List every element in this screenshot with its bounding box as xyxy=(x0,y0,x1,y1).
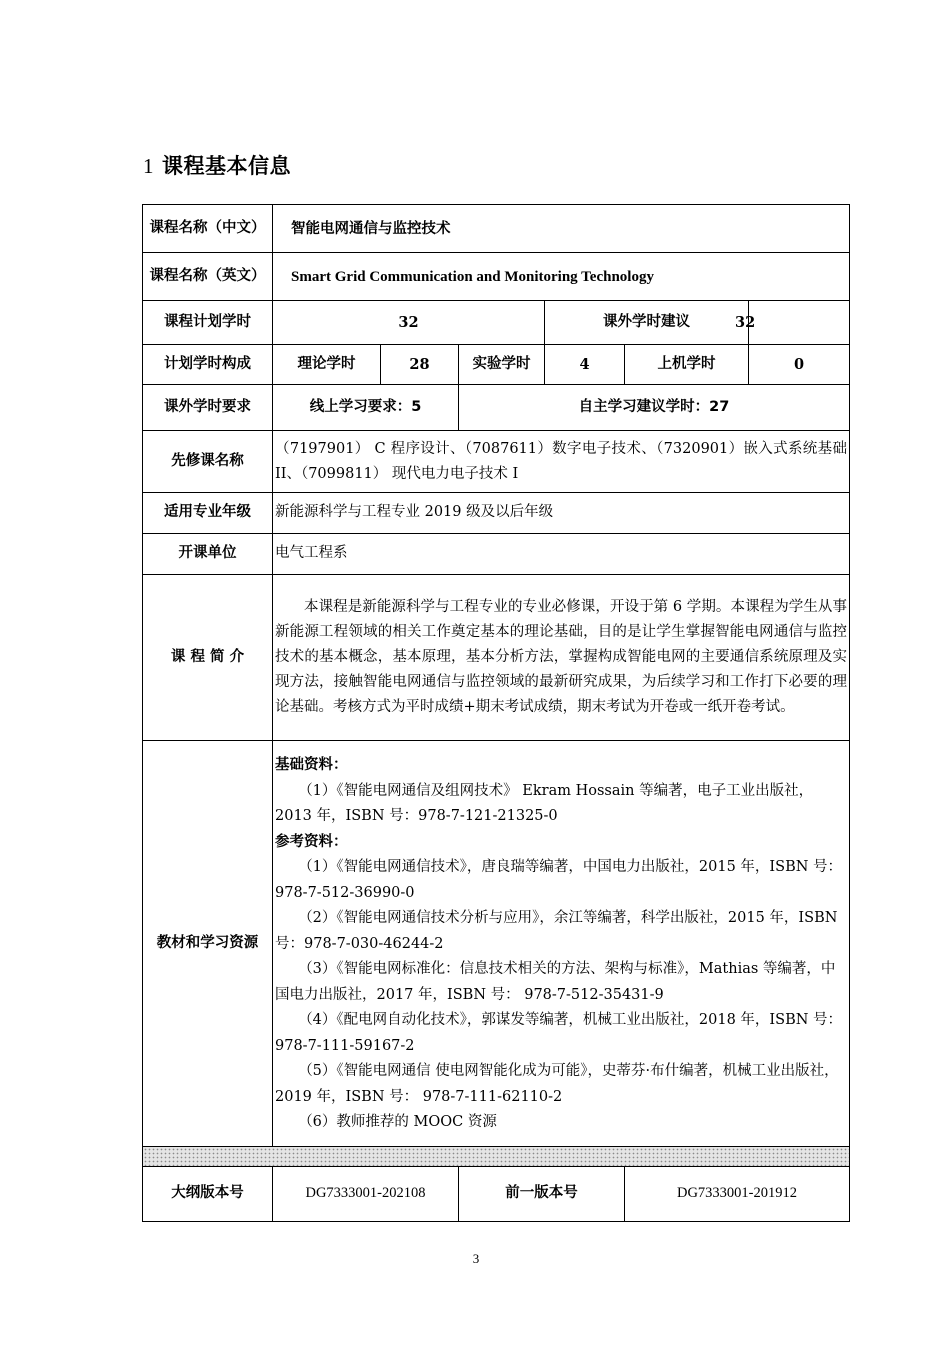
computer-value: 0 xyxy=(749,345,850,385)
page-number: 3 xyxy=(472,1251,480,1266)
department-value: 电气工程系 xyxy=(273,534,850,575)
row-name-cn xyxy=(143,205,850,253)
composition-label: 计划学时构成 xyxy=(143,345,273,385)
intro-label: 课 程 简 介 xyxy=(143,575,273,741)
reference-item: （5）《智能电网通信 使电网智能化成为可能》，史蒂芬·布什编著，机械工业出版社，2019 年，ISBN 号： 978-7-111-62110-2 xyxy=(275,1063,839,1105)
course-info-table xyxy=(142,204,850,1222)
lab-value: 4 xyxy=(545,345,625,385)
row-hours xyxy=(143,301,850,345)
hours-label: 课程计划学时 xyxy=(143,301,273,345)
reference-item: （1）《智能电网通信技术》，唐良瑞等编著，中国电力出版社，2015 年，ISBN 号：978-7-512-36990-0 xyxy=(275,859,843,901)
extra-hours-value xyxy=(735,301,850,345)
dotted-separator xyxy=(143,1147,850,1167)
section-heading xyxy=(143,150,291,180)
row-resources xyxy=(143,741,850,1147)
name-en-value: Smart Grid Communication and Monitoring Technology xyxy=(273,253,850,301)
row-extracurricular xyxy=(143,385,850,431)
resources-label: 教材和学习资源 xyxy=(143,741,273,1147)
prev-version-label: 前一版本号 xyxy=(459,1167,625,1222)
row-version xyxy=(143,1167,850,1222)
prerequisites-value: （7197901） C 程序设计、（7087611）数字电子技术、（7320901）嵌入式系统基础 II、（7099811） 现代电力电子技术 I xyxy=(273,431,850,493)
row-majors xyxy=(143,493,850,534)
lab-label: 实验学时 xyxy=(459,345,545,385)
online-requirement: 线上学习要求：5 xyxy=(273,385,459,431)
hours-value: 32 xyxy=(273,301,545,345)
row-prerequisites xyxy=(143,431,850,493)
row-name-en xyxy=(143,253,850,301)
prerequisites-label: 先修课名称 xyxy=(143,431,273,493)
reference-item: （3）《智能电网标准化：信息技术相关的方法、架构与标准》，Mathias 等编著，中国电力出版社，2017 年，ISBN 号： 978-7-512-35431-9 xyxy=(275,961,836,1003)
section-number: 1 xyxy=(143,154,154,178)
prev-version-value: DG7333001-201912 xyxy=(625,1167,850,1222)
reference-heading: 参考资料： xyxy=(275,833,348,850)
row-department xyxy=(143,534,850,575)
self-study-hours: 自主学习建议学时：27 xyxy=(459,385,850,431)
majors-label: 适用专业年级 xyxy=(143,493,273,534)
basic-heading: 基础资料： xyxy=(275,757,348,774)
section-title: 课程基本信息 xyxy=(162,154,291,178)
extracurricular-label: 课外学时要求 xyxy=(143,385,273,431)
reference-item: （4）《配电网自动化技术》，郭谋发等编著，机械工业出版社，2018 年，ISBN 号：978-7-111-59167-2 xyxy=(275,1012,843,1054)
name-cn-value: 智能电网通信与监控技术 xyxy=(273,205,850,253)
computer-label: 上机学时 xyxy=(625,345,749,385)
row-intro xyxy=(143,575,850,741)
theory-value: 28 xyxy=(381,345,459,385)
resources-value xyxy=(273,741,850,1147)
version-value: DG7333001-202108 xyxy=(273,1167,459,1222)
name-cn-label: 课程名称（中文） xyxy=(143,205,273,253)
department-label: 开课单位 xyxy=(143,534,273,575)
reference-item: （6）教师推荐的 MOOC 资源 xyxy=(298,1114,497,1131)
theory-label: 理论学时 xyxy=(273,345,381,385)
row-composition xyxy=(143,345,850,385)
version-label: 大纲版本号 xyxy=(143,1167,273,1222)
intro-value: 本课程是新能源科学与工程专业的专业必修课，开设于第 6 学期。本课程为学生从事新能源工程领域的相关工作奠定基本的理论基础，目的是让学生掌握智能电网通信与监控技术的基本概念，基本原理，基本分析方法，掌握构成智能电网的主要通信系统原理及实现方法，接触智能电网通信与监控领域的最新研究成果，为后续学习和工作打下必要的理论基础。考核方式为平时成绩+期末考试成绩，期末考试为开卷或一纸开卷考试。 xyxy=(273,575,850,741)
name-en-label: 课程名称（英文） xyxy=(143,253,273,301)
extra-hours-number: 32 xyxy=(735,313,756,331)
reference-item: （2）《智能电网通信技术分析与应用》，余江等编著，科学出版社，2015 年，ISBN 号：978-7-030-46244-2 xyxy=(275,910,838,952)
extra-hours-label: 课外学时建议 xyxy=(545,301,749,345)
row-separator xyxy=(143,1147,850,1167)
basic-item: （1）《智能电网通信及组网技术》 Ekram Hossain 等编著，电子工业出版社，2013 年，ISBN 号：978-7-121-21325-0 xyxy=(275,782,814,825)
majors-value: 新能源科学与工程专业 2019 级及以后年级 xyxy=(273,493,850,534)
